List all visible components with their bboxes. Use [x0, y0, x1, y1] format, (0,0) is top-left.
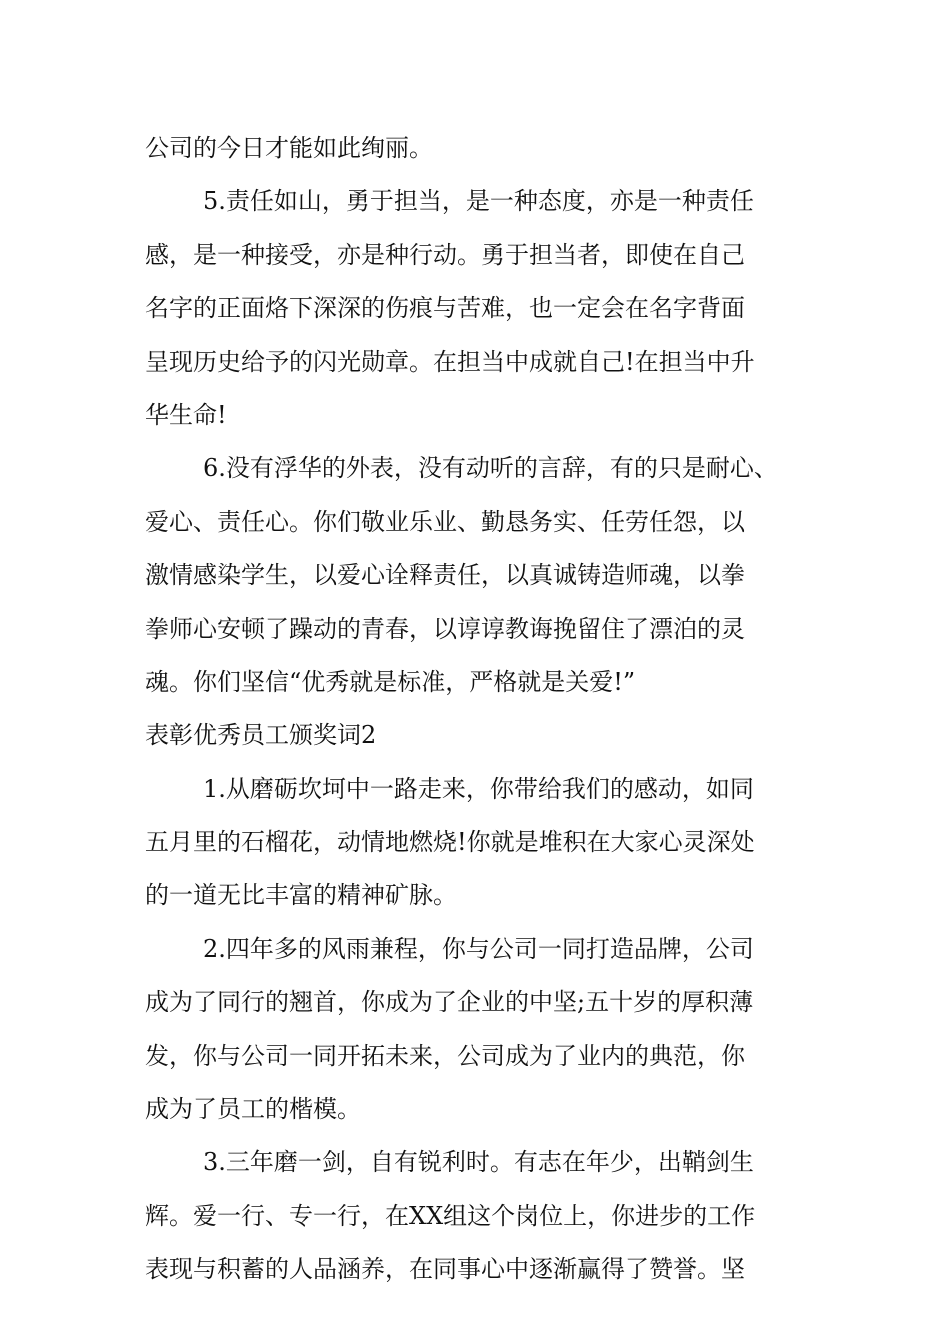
- text-line: 华生命!: [145, 400, 227, 429]
- text-line: 的一道无比丰富的精神矿脉。: [145, 881, 457, 910]
- text-line: 公司的今日才能如此绚丽。: [145, 134, 433, 162]
- text-line: 五月里的石榴花，动情地燃烧!你就是堆积在大家心灵深处: [145, 828, 755, 857]
- text-line: 魂。你们坚信“优秀就是标准，严格就是关爱!”: [145, 667, 636, 696]
- paragraph-2-start: 2.四年多的风雨兼程，你与公司一同打造品牌，公司: [203, 934, 754, 963]
- document-body: [145, 122, 825, 1297]
- text-line: 呈现历史给予的闪光勋章。在担当中成就自己!在担当中升: [145, 347, 755, 376]
- text-line: 感，是一种接受，亦是种行动。勇于担当者，即使在自己: [145, 240, 745, 269]
- text-line: 成为了员工的楷模。: [145, 1095, 361, 1124]
- text-line: 拳师心安顿了躁动的青春，以谆谆教诲挽留住了漂泊的灵: [145, 614, 745, 643]
- text-line: 发，你与公司一同开拓未来，公司成为了业内的典范，你: [145, 1041, 745, 1070]
- text-line: 爱心、责任心。你们敬业乐业、勤恳务实、任劳任怨，以: [145, 507, 745, 536]
- paragraph-1-start: 1.从磨砺坎坷中一路走来，你带给我们的感动，如同: [203, 774, 754, 803]
- paragraph-6-start: 6.没有浮华的外表，没有动听的言辞，有的只是耐心、: [203, 454, 778, 483]
- text-line: 表现与积蓄的人品涵养，在同事心中逐渐赢得了赞誉。坚: [145, 1255, 745, 1284]
- paragraph-3-start: 3.三年磨一剑，自有锐利时。有志在年少，出鞘剑生: [203, 1148, 754, 1177]
- text-line: 成为了同行的翘首，你成为了企业的中坚;五十岁的厚积薄: [145, 988, 754, 1017]
- text-line: 名字的正面烙下深深的伤痕与苦难，也一定会在名字背面: [145, 294, 745, 323]
- paragraph-5-start: 5.责任如山，勇于担当，是一种态度，亦是一种责任: [203, 187, 754, 216]
- text-line: 激情感染学生，以爱心诠释责任，以真诚铸造师魂，以拳: [145, 561, 745, 590]
- text-line: 辉。爱一行、专一行，在XX组这个岗位上，你进步的工作: [145, 1201, 756, 1230]
- section-heading: 表彰优秀员工颁奖词2: [145, 721, 377, 750]
